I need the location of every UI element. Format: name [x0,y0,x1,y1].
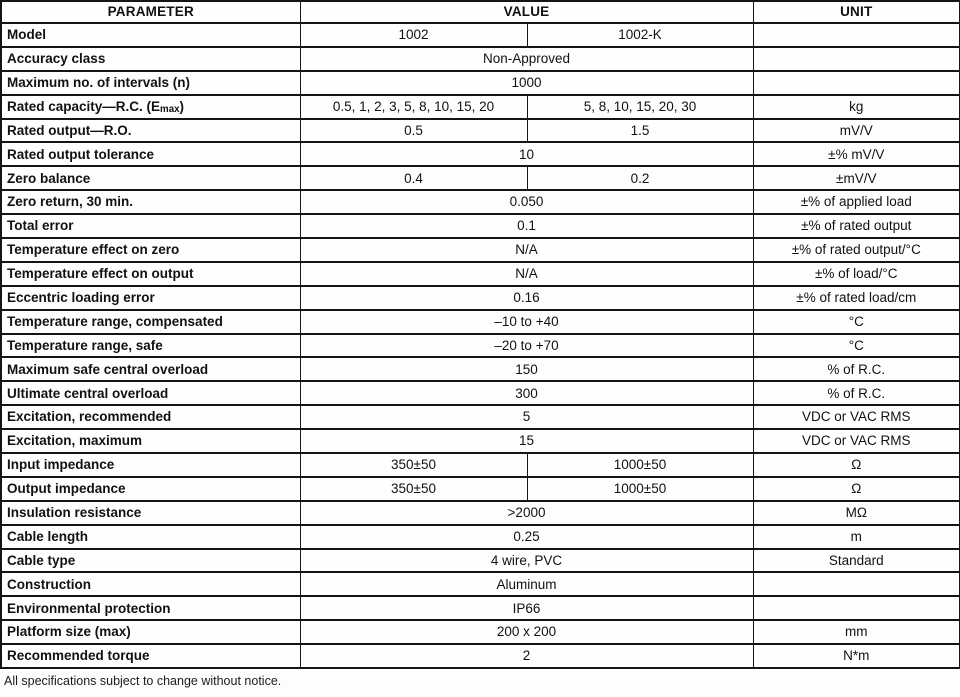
value-cell: N/A [300,262,753,286]
parameter-cell: Zero return, 30 min. [1,190,300,214]
parameter-cell: Input impedance [1,453,300,477]
parameter-cell: Ultimate central overload [1,381,300,405]
unit-cell: VDC or VAC RMS [753,429,960,453]
value-cell: 0.050 [300,190,753,214]
parameter-cell: Temperature range, safe [1,334,300,358]
unit-cell: Ω [753,477,960,501]
footnote: All specifications subject to change without notice. [4,674,282,689]
table-row [1,477,960,501]
unit-cell [753,71,960,95]
unit-cell: Ω [753,453,960,477]
unit-cell: ±mV/V [753,166,960,190]
value-cell: 15 [300,429,753,453]
unit-cell: kg [753,95,960,119]
value-cell: 0.5, 1, 2, 3, 5, 8, 10, 15, 20 [300,95,527,119]
parameter-cell: Rated output tolerance [1,142,300,166]
unit-cell: % of R.C. [753,381,960,405]
unit-cell: °C [753,310,960,334]
parameter-cell: Insulation resistance [1,501,300,525]
table-row [1,620,960,644]
unit-cell: °C [753,334,960,358]
value-cell: 1002 [300,23,527,47]
parameter-cell: Rated output—R.O. [1,119,300,143]
value-cell: 0.4 [300,166,527,190]
parameter-cell: Output impedance [1,477,300,501]
unit-cell [753,47,960,71]
unit-cell: MΩ [753,501,960,525]
parameter-cell: Recommended torque [1,644,300,668]
parameter-cell: Construction [1,572,300,596]
parameter-cell: Temperature effect on zero [1,238,300,262]
value-cell: 0.25 [300,525,753,549]
table-row [1,71,960,95]
table-row [1,549,960,573]
value-cell: N/A [300,238,753,262]
unit-cell: ±% mV/V [753,142,960,166]
parameter-cell: Excitation, recommended [1,405,300,429]
value-cell: 10 [300,142,753,166]
value-cell: 350±50 [300,477,527,501]
value-cell: 1000 [300,71,753,95]
table-row [1,190,960,214]
table-row [1,525,960,549]
parameter-cell: Cable type [1,549,300,573]
table-row [1,405,960,429]
value-cell: Non-Approved [300,47,753,71]
header-value: VALUE [300,1,753,23]
value-cell: 0.2 [527,166,753,190]
table-row [1,596,960,620]
table-row [1,47,960,71]
value-cell: 150 [300,357,753,381]
parameter-cell: Maximum safe central overload [1,357,300,381]
unit-cell: VDC or VAC RMS [753,405,960,429]
unit-cell: ±% of rated output/°C [753,238,960,262]
table-row [1,286,960,310]
header-row [1,1,960,23]
value-cell: 2 [300,644,753,668]
unit-cell [753,596,960,620]
value-cell: 350±50 [300,453,527,477]
table-row [1,142,960,166]
table-row [1,166,960,190]
unit-cell: mV/V [753,119,960,143]
table-row [1,238,960,262]
table-row [1,644,960,668]
value-cell: 0.5 [300,119,527,143]
table-row [1,334,960,358]
table-row [1,310,960,334]
value-cell: 1000±50 [527,453,753,477]
header-unit: UNIT [753,1,960,23]
table-row [1,23,960,47]
table-row [1,119,960,143]
unit-cell: Standard [753,549,960,573]
table-row [1,429,960,453]
unit-cell: ±% of rated load/cm [753,286,960,310]
value-cell: IP66 [300,596,753,620]
header-parameter: PARAMETER [1,1,300,23]
value-cell: 200 x 200 [300,620,753,644]
table-row [1,572,960,596]
table-row [1,357,960,381]
unit-cell: % of R.C. [753,357,960,381]
value-cell: 5 [300,405,753,429]
parameter-cell: Excitation, maximum [1,429,300,453]
parameter-cell: Total error [1,214,300,238]
value-cell: 0.1 [300,214,753,238]
value-cell: Aluminum [300,572,753,596]
table-row [1,95,960,119]
value-cell: 0.16 [300,286,753,310]
value-cell: 4 wire, PVC [300,549,753,573]
table-row [1,214,960,238]
unit-cell [753,23,960,47]
parameter-cell: Eccentric loading error [1,286,300,310]
table-row [1,501,960,525]
unit-cell: ±% of load/°C [753,262,960,286]
value-cell: –20 to +70 [300,334,753,358]
parameter-cell: Environmental protection [1,596,300,620]
value-cell: –10 to +40 [300,310,753,334]
parameter-cell: Temperature effect on output [1,262,300,286]
table-row [1,453,960,477]
parameter-cell: Model [1,23,300,47]
parameter-cell: Accuracy class [1,47,300,71]
value-cell: 1002-K [527,23,753,47]
parameter-cell: Zero balance [1,166,300,190]
value-cell: 5, 8, 10, 15, 20, 30 [527,95,753,119]
unit-cell [753,572,960,596]
parameter-cell: Cable length [1,525,300,549]
parameter-cell: Rated capacity—R.C. $(E_{max})$ [1,95,300,119]
spec-table-body [1,23,960,668]
value-cell: 1.5 [527,119,753,143]
value-cell: >2000 [300,501,753,525]
value-cell: 1000±50 [527,477,753,501]
parameter-cell: Platform size (max) [1,620,300,644]
unit-cell: ±% of applied load [753,190,960,214]
table-row [1,381,960,405]
unit-cell: m [753,525,960,549]
table-row [1,262,960,286]
parameter-cell: Maximum no. of intervals (n) [1,71,300,95]
unit-cell: ±% of rated output [753,214,960,238]
unit-cell: N*m [753,644,960,668]
unit-cell: mm [753,620,960,644]
value-cell: 300 [300,381,753,405]
parameter-cell: Temperature range, compensated [1,310,300,334]
